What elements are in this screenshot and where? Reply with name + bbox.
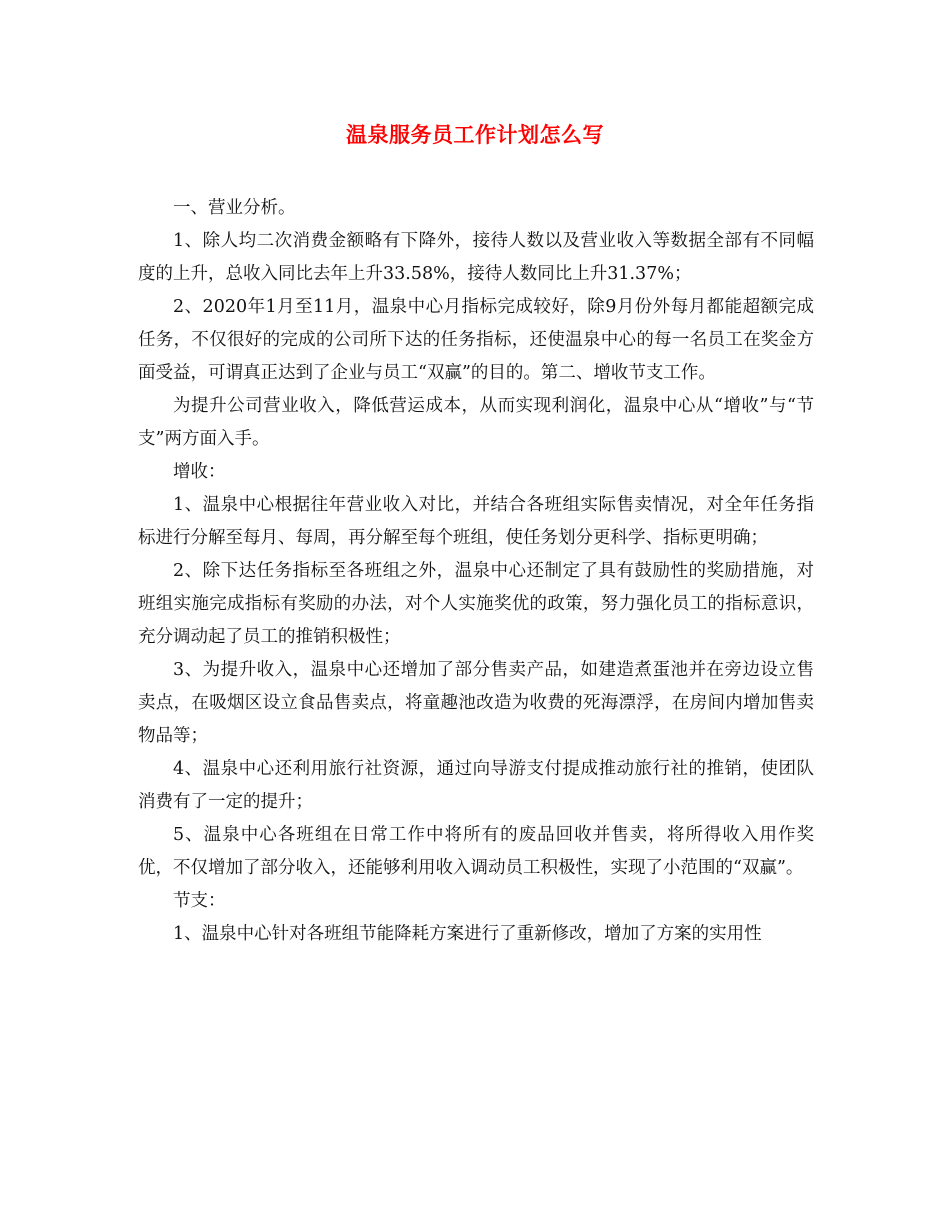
document-body	[138, 192, 814, 951]
document-title: 温泉服务员工作计划怎么写	[346, 122, 604, 147]
paragraph: 1、温泉中心针对各班组节能降耗方案进行了重新修改，增加了方案的实用性	[173, 924, 762, 944]
paragraph: 1、除人均二次消费金额略有下降外，接待人数以及营业收入等数据全部有不同幅度的上升，总收入同比去年上升33.58%，接待人数同比上升31.37%；	[138, 231, 814, 284]
paragraph: 为提升公司营业收入，降低营运成本，从而实现利润化，温泉中心从“增收”与“节支”两方面入手。	[138, 396, 814, 449]
paragraph: 3、为提升收入，温泉中心还增加了部分售卖产品，如建造煮蛋池并在旁边设立售卖点，在吸烟区设立食品售卖点，将童趣池改造为收费的死海漂浮，在房间内增加售卖物品等；	[138, 660, 814, 746]
paragraph: 2、除下达任务指标至各班组之外，温泉中心还制定了具有鼓励性的奖励措施，对班组实施完成指标有奖励的办法，对个人实施奖优的政策，努力强化员工的指标意识，充分调动起了员工的推销积极性；	[138, 561, 814, 647]
paragraph: 1、温泉中心根据往年营业收入对比，并结合各班组实际售卖情况，对全年任务指标进行分解至每月、每周，再分解至每个班组，使任务划分更科学、指标更明确；	[138, 495, 814, 548]
paragraph-section-heading: 一、营业分析。	[173, 198, 296, 218]
paragraph: 5、温泉中心各班组在日常工作中将所有的废品回收并售卖，将所得收入用作奖优，不仅增加了部分收入，还能够利用收入调动员工积极性，实现了小范围的“双赢”。	[138, 825, 814, 878]
paragraph: 2、2020年1月至11月，温泉中心月指标完成较好，除9月份外每月都能超额完成任务，不仅很好的完成的公司所下达的任务指标，还使温泉中心的每一名员工在奖金方面受益，可谓真正达到了企业与员工“双赢”的目的。第二、增收节支工作。	[138, 297, 814, 383]
paragraph: 4、温泉中心还利用旅行社资源，通过向导游支付提成推动旅行社的推销，使团队消费有了一定的提升；	[138, 759, 814, 812]
paragraph-subheading: 节支：	[173, 891, 226, 911]
paragraph-subheading: 增收：	[173, 462, 226, 482]
